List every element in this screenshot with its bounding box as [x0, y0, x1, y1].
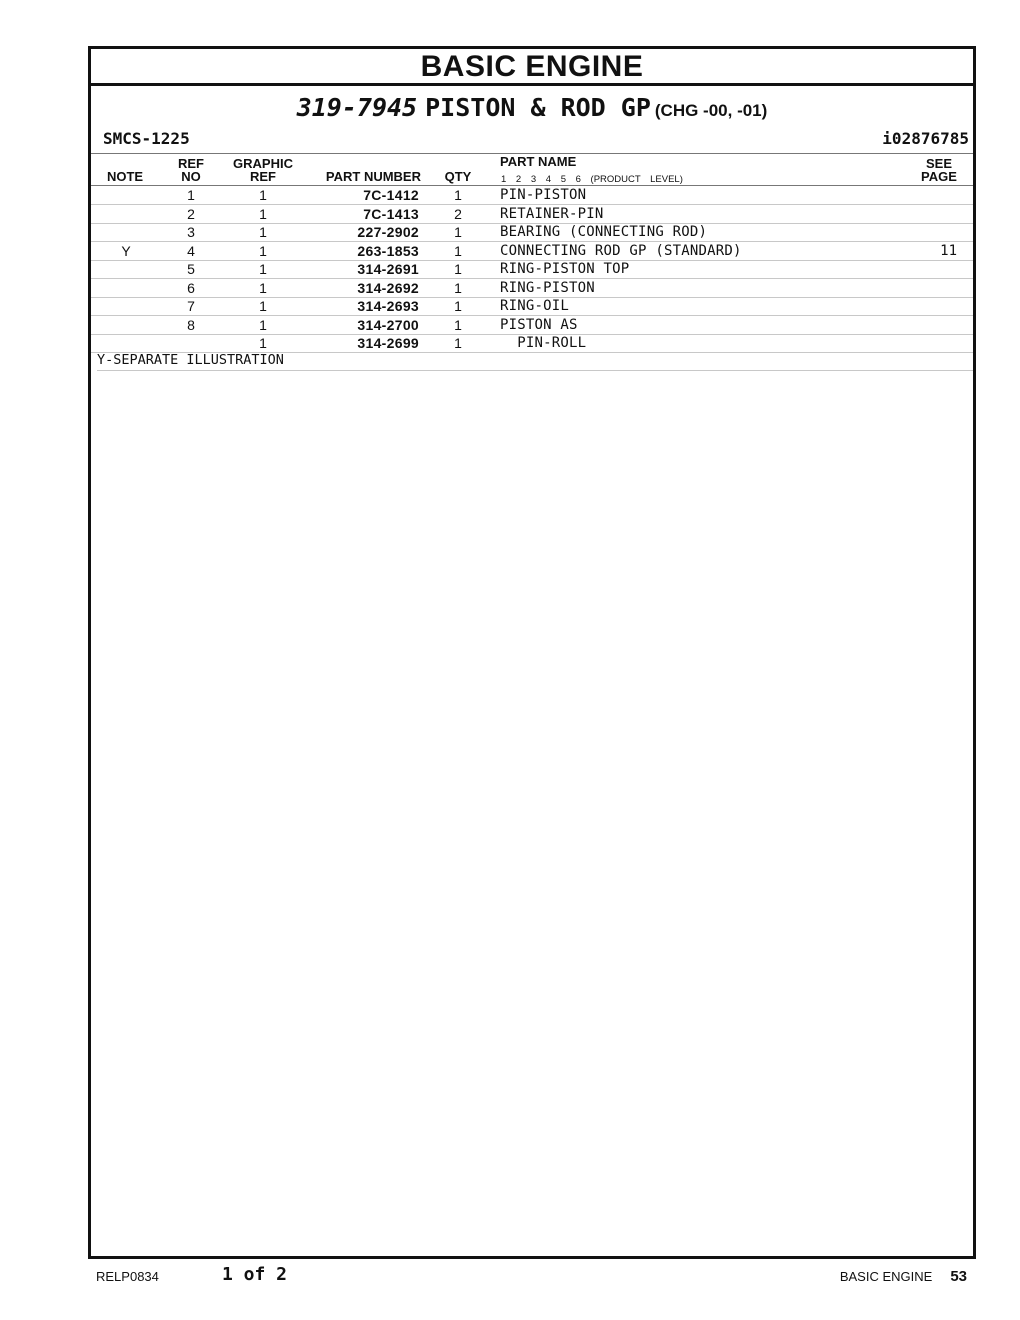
- section-title: BASIC ENGINE: [91, 49, 973, 86]
- row-part-number: 7C-1413: [363, 205, 419, 222]
- row-ref-no: 6: [187, 279, 195, 296]
- row-graphic-ref: 1: [259, 224, 267, 240]
- smcs-code: SMCS-1225: [103, 129, 190, 148]
- document-id: RELP0834: [96, 1269, 159, 1284]
- col-qty-header: QTY: [444, 169, 472, 184]
- col-see-page-header-top: SEE: [925, 156, 952, 171]
- row-qty: 2: [454, 205, 462, 222]
- table-row: [91, 223, 973, 242]
- parts-page-frame: [88, 46, 976, 1259]
- col-note-header: NOTE: [106, 169, 144, 184]
- row-part-number: 263-1853: [357, 242, 419, 259]
- table-row: [91, 205, 973, 224]
- row-graphic-ref: 1: [259, 261, 267, 277]
- col-part-name-header: PART NAME: [500, 154, 577, 169]
- table-row: [91, 260, 973, 279]
- table-row: [91, 316, 973, 335]
- row-graphic-ref: 1: [259, 187, 267, 203]
- row-part-name: PISTON AS: [500, 316, 578, 333]
- row-part-name: RETAINER-PIN: [500, 205, 604, 222]
- row-qty: 1: [454, 279, 462, 296]
- row-part-number: 314-2699: [357, 335, 419, 351]
- row-ref-no: 5: [187, 261, 195, 277]
- row-ref-no: 7: [187, 298, 195, 314]
- row-qty: 1: [454, 242, 462, 259]
- row-ref-no: 8: [187, 316, 195, 333]
- row-qty: 1: [454, 335, 462, 351]
- row-ref-no: 4: [187, 242, 195, 259]
- row-qty: 1: [454, 298, 462, 314]
- row-qty: 1: [454, 224, 462, 240]
- row-graphic-ref: 1: [259, 279, 267, 296]
- row-part-number: 314-2691: [357, 261, 419, 277]
- footnote: Y-SEPARATE ILLUSTRATION: [97, 352, 973, 371]
- illustration-id: i02876785: [882, 129, 969, 148]
- row-part-name: RING-PISTON TOP: [500, 261, 630, 277]
- row-qty: 1: [454, 187, 462, 203]
- footer-section-name: BASIC ENGINE: [839, 1269, 933, 1284]
- row-graphic-ref: 1: [259, 242, 267, 259]
- row-part-name: BEARING (CONNECTING ROD): [500, 224, 708, 240]
- row-part-name: CONNECTING ROD GP (STANDARD): [500, 242, 742, 259]
- product-level-header: 1 2 3 4 5 6 (PRODUCT LEVEL): [501, 174, 683, 185]
- row-part-name: PIN-PISTON: [500, 187, 587, 203]
- row-graphic-ref: 1: [259, 335, 267, 351]
- col-ref-no-header: [169, 157, 213, 183]
- row-part-number: 314-2692: [357, 279, 419, 296]
- table-row: [91, 242, 973, 261]
- group-heading: [91, 93, 973, 122]
- col-ref-no-header-bottom: NO: [181, 169, 201, 184]
- footer-section: [840, 1268, 967, 1285]
- col-ref-no-header-top: REF: [178, 156, 204, 171]
- row-ref-no: 3: [187, 224, 195, 240]
- table-row: [91, 297, 973, 316]
- group-name: PISTON & ROD GP: [425, 93, 651, 122]
- row-part-number: 314-2693: [357, 298, 419, 314]
- col-see-page-header: [917, 157, 961, 183]
- row-ref-no: 1: [187, 187, 195, 203]
- table-row: [91, 334, 973, 353]
- page-number: 53: [950, 1268, 967, 1285]
- row-ref-no: 2: [187, 205, 195, 222]
- col-part-number-header: PART NUMBER: [325, 169, 421, 184]
- table-row: [91, 279, 973, 298]
- row-part-name: RING-PISTON: [500, 279, 595, 296]
- col-graphic-ref-header-bottom: REF: [250, 169, 276, 184]
- row-part-number: 314-2700: [357, 316, 419, 333]
- row-part-number: 7C-1412: [363, 187, 419, 203]
- page-of-indicator: 1 of 2: [222, 1264, 288, 1285]
- col-graphic-ref-header: [227, 157, 299, 183]
- row-graphic-ref: 1: [259, 298, 267, 314]
- row-part-name: RING-OIL: [500, 298, 570, 314]
- col-graphic-ref-header-top: GRAPHIC: [233, 156, 293, 171]
- row-note: Y: [121, 242, 131, 259]
- row-see-page[interactable]: 11: [940, 242, 957, 259]
- row-graphic-ref: 1: [259, 316, 267, 333]
- row-qty: 1: [454, 316, 462, 333]
- row-part-number: 227-2902: [357, 224, 419, 240]
- row-graphic-ref: 1: [259, 205, 267, 222]
- row-part-name: PIN-ROLL: [500, 335, 587, 351]
- change-codes: (CHG -00, -01): [654, 101, 768, 120]
- col-see-page-header-bottom: PAGE: [921, 169, 957, 184]
- group-number: 319-7945: [296, 93, 418, 122]
- table-row: [91, 186, 973, 205]
- row-qty: 1: [454, 261, 462, 277]
